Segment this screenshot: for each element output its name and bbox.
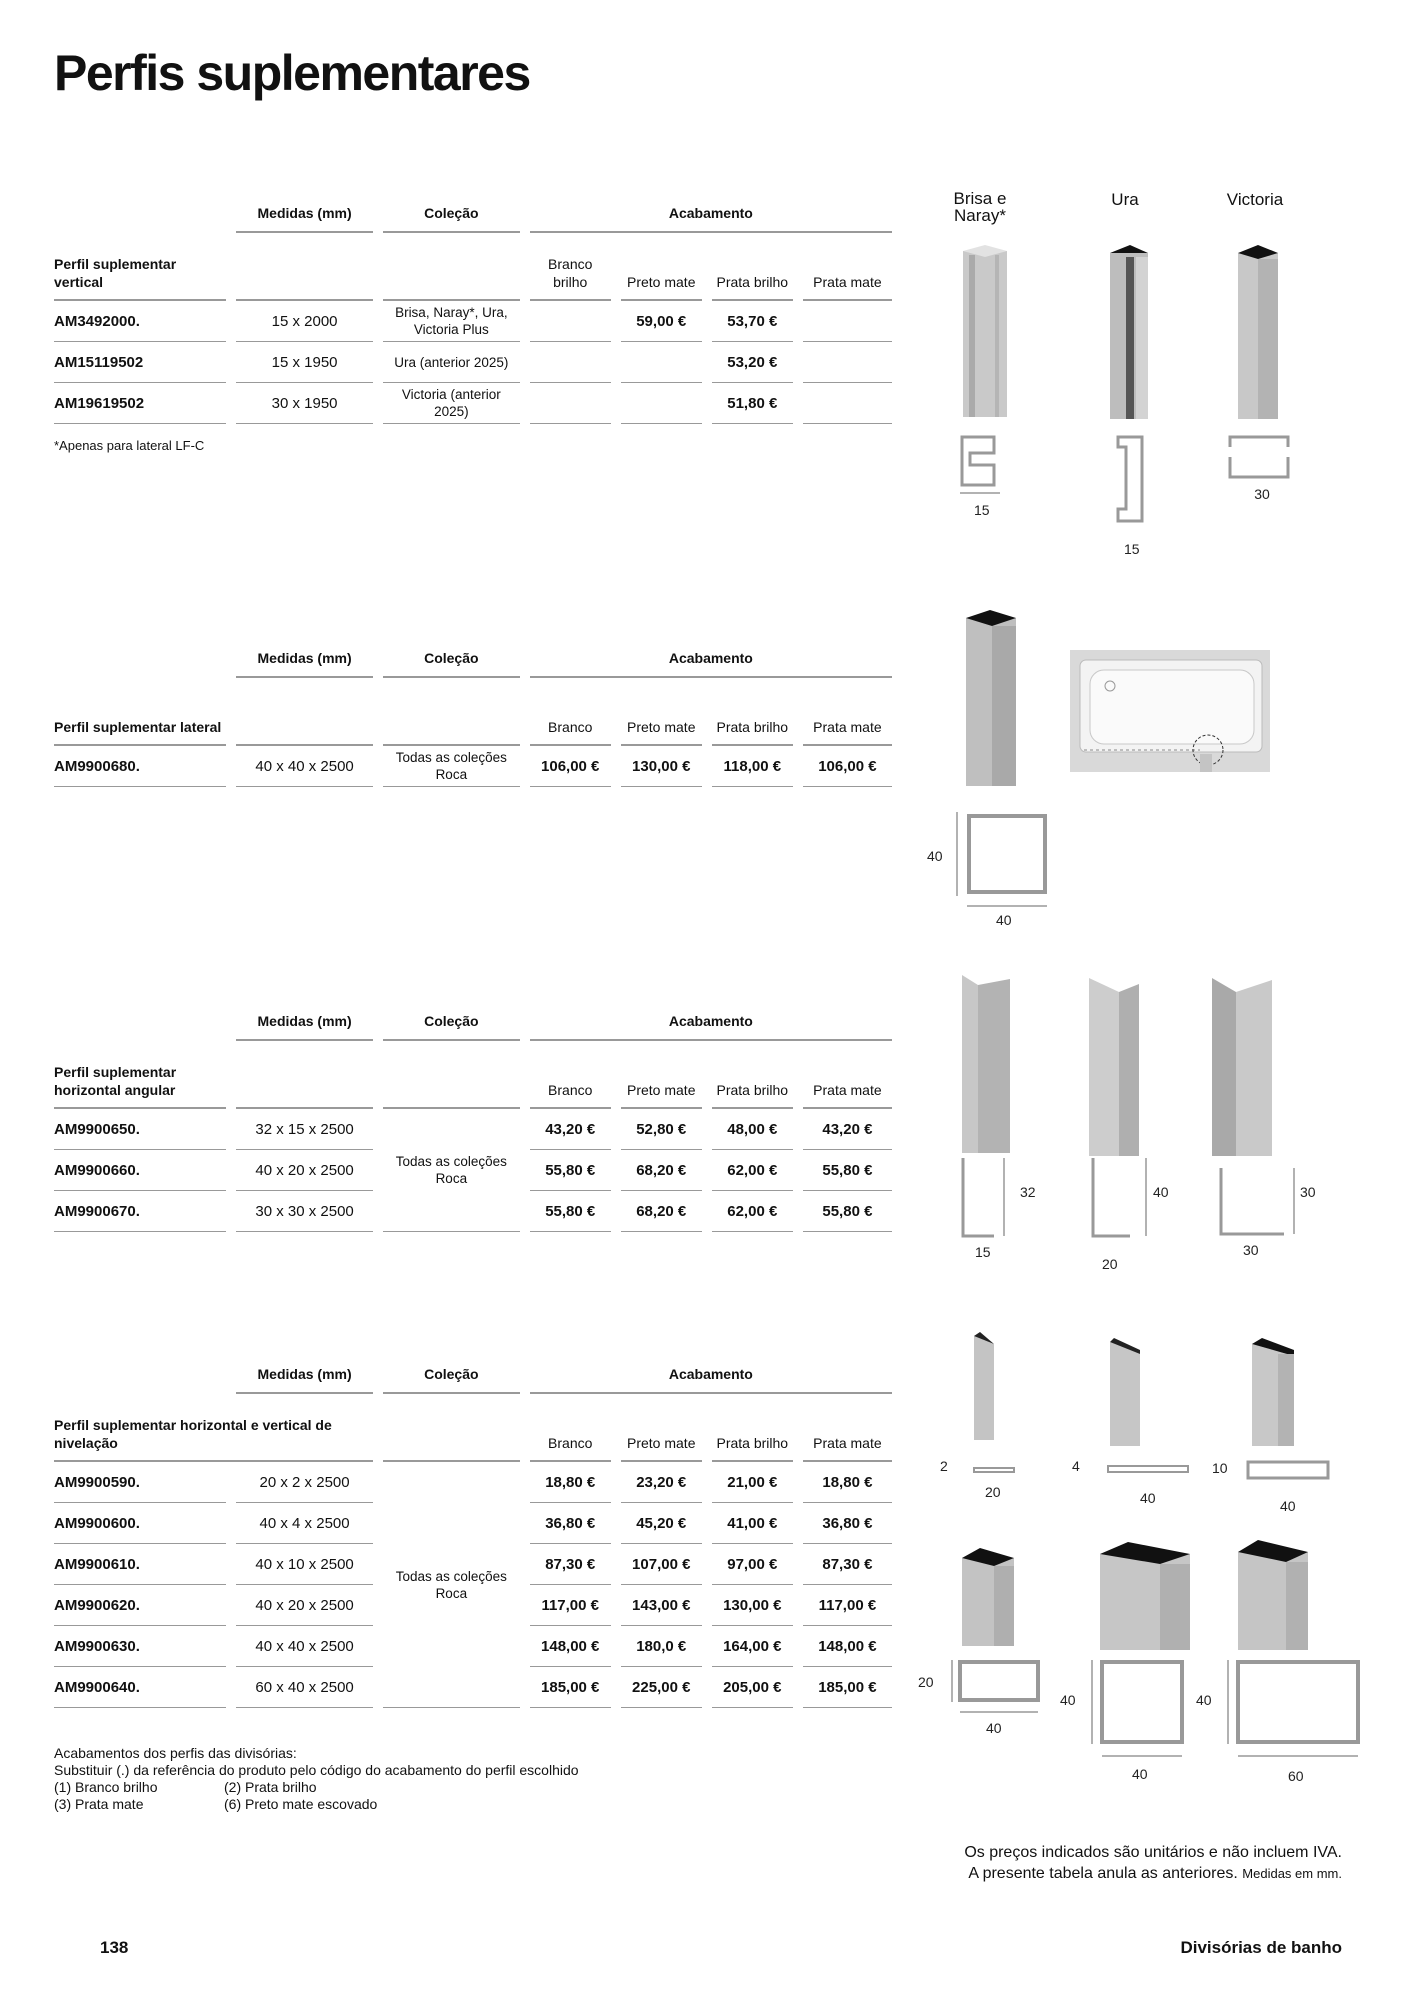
bathtub-diagram <box>1070 650 1270 780</box>
header-acabamento: Acabamento <box>530 1003 892 1041</box>
header-medidas: Medidas (mm) <box>236 1356 373 1394</box>
finish-label: Branco brilho <box>530 233 611 301</box>
leveling-profile-image-5 <box>1098 1542 1198 1652</box>
angular-section-drawing-2 <box>1090 1158 1170 1248</box>
finish-label: Branco <box>530 678 611 746</box>
dim-angular-2-h: 40 <box>1153 1184 1169 1200</box>
dim-level-6-w: 60 <box>1288 1768 1304 1784</box>
price-note: Os preços indicados são unitários e não incluem IVA. A presente tabela anula as anteriores. Medidas em mm. <box>964 1844 1342 1882</box>
label-ura: Ura <box>1111 190 1139 209</box>
leveling-section-drawing-2 <box>1106 1464 1196 1478</box>
dim-level-1-h: 2 <box>940 1458 948 1474</box>
dim-level-1-w: 20 <box>985 1484 1001 1500</box>
collection-cell: Todas as coleções Roca <box>383 1462 520 1708</box>
table-row: AM9900590. 20 x 2 x 2500 Todas as coleções Roca 18,80 € 23,20 € 21,00 € 18,80 € <box>54 1462 892 1503</box>
header-colecao: Coleção <box>383 1356 520 1394</box>
angular-section-drawing-3 <box>1218 1168 1318 1258</box>
finish-label: Branco <box>530 1041 611 1109</box>
dim-angular-3-h: 30 <box>1300 1184 1316 1200</box>
vertical-profile-table <box>54 195 892 424</box>
finish-label: Prata brilho <box>712 1041 793 1109</box>
finish-label: Prata brilho <box>712 678 793 746</box>
angular-profile-image-1 <box>960 975 1020 1155</box>
finish-label: Branco <box>530 1394 611 1462</box>
lateral-profile-table <box>54 640 892 787</box>
angular-profile-image-2 <box>1085 978 1145 1158</box>
dim-level-2-w: 40 <box>1140 1490 1156 1506</box>
dim-level-3-w: 40 <box>1280 1498 1296 1514</box>
table-row: AM9900610. 40 x 10 x 2500 87,30 € 107,00 € 97,00 € 87,30 € <box>54 1544 892 1585</box>
dim-level-5-h: 40 <box>1060 1692 1076 1708</box>
leveling-section-drawing-3 <box>1246 1460 1336 1484</box>
dim-ura: 15 <box>1124 541 1140 557</box>
ura-profile-image <box>1100 245 1160 415</box>
leveling-section-drawing-5 <box>1090 1660 1200 1770</box>
finish-label: Prata mate <box>803 678 892 746</box>
ura-section-drawing <box>1112 435 1152 525</box>
header-acabamento: Acabamento <box>530 640 892 678</box>
table-row: AM15119502 15 x 1950 Ura (anterior 2025) 53,20 € <box>54 342 892 383</box>
table-row: AM19619502 30 x 1950 Victoria (anterior 2025) 51,80 € <box>54 383 892 424</box>
table-row: AM9900640. 60 x 40 x 2500 185,00 € 225,00 € 205,00 € 185,00 € <box>54 1667 892 1708</box>
finish-label: Prata mate <box>803 1394 892 1462</box>
dim-brisa: 15 <box>974 502 990 518</box>
dim-angular-2-w: 20 <box>1102 1256 1118 1272</box>
dim-angular-1-w: 15 <box>975 1244 991 1260</box>
dim-level-4-h: 20 <box>918 1674 934 1690</box>
label-victoria: Victoria <box>1226 190 1284 209</box>
leveling-section-drawing-4 <box>950 1660 1040 1720</box>
leveling-profile-image-1 <box>972 1332 1002 1442</box>
table-row: AM9900660. 40 x 20 x 2500 55,80 € 68,20 € 62,00 € 55,80 € <box>54 1150 892 1191</box>
victoria-profile-image <box>1228 245 1288 415</box>
header-colecao: Coleção <box>383 195 520 233</box>
finish-label: Preto mate <box>621 1394 702 1462</box>
dim-lateral-w: 40 <box>996 912 1012 928</box>
brisa-section-drawing <box>960 435 1010 495</box>
profile-name: Perfil suplementar horizontal angular <box>54 1041 226 1109</box>
collection-cell: Todas as coleções Roca <box>383 1109 520 1232</box>
finish-label: Preto mate <box>621 1041 702 1109</box>
angular-profile-image-3 <box>1210 978 1280 1158</box>
finish-label: Prata mate <box>803 1041 892 1109</box>
leveling-profile-image-6 <box>1236 1540 1316 1650</box>
table-row: AM9900600. 40 x 4 x 2500 36,80 € 45,20 € 41,00 € 36,80 € <box>54 1503 892 1544</box>
header-acabamento: Acabamento <box>530 1356 892 1394</box>
page-number: 138 <box>100 1938 129 1957</box>
label-brisa: Brisa e Naray* <box>953 189 1007 225</box>
table-row: AM9900680. 40 x 40 x 2500 Todas as coleções Roca 106,00 € 130,00 € 118,00 € 106,00 € <box>54 746 892 787</box>
table-row: AM9900670. 30 x 30 x 2500 55,80 € 68,20 € 62,00 € 55,80 € <box>54 1191 892 1232</box>
header-colecao: Coleção <box>383 640 520 678</box>
finish-label: Prata brilho <box>712 233 793 301</box>
victoria-section-drawing <box>1226 435 1296 485</box>
dim-level-2-h: 4 <box>1072 1458 1080 1474</box>
page-title: Perfis suplementares <box>54 45 530 101</box>
dim-angular-3-w: 30 <box>1243 1242 1259 1258</box>
angular-section-drawing-1 <box>960 1158 1040 1248</box>
dim-victoria: 30 <box>1254 486 1270 502</box>
finish-codes-note: Acabamentos dos perfis das divisórias: Substituir (.) da referência do produto pelo código do acabamento do perfil escolhido (1) Branco brilho (2) Prata brilho (3) Prata mate (6) Preto mate escovado <box>54 1745 579 1812</box>
lateral-profile-image <box>962 610 1022 790</box>
finish-label: Preto mate <box>621 233 702 301</box>
profile-name: Perfil suplementar lateral <box>54 678 226 746</box>
finish-label: Prata mate <box>803 233 892 301</box>
angular-profile-table <box>54 1003 892 1232</box>
header-acabamento: Acabamento <box>530 195 892 233</box>
table-row: AM9900630. 40 x 40 x 2500 148,00 € 180,0 € 164,00 € 148,00 € <box>54 1626 892 1667</box>
finish-label: Preto mate <box>621 678 702 746</box>
header-medidas: Medidas (mm) <box>236 640 373 678</box>
header-colecao: Coleção <box>383 1003 520 1041</box>
leveling-section-drawing-1 <box>972 1466 1022 1478</box>
footnote: *Apenas para lateral LF-C <box>54 438 205 453</box>
leveling-profile-image-2 <box>1108 1338 1148 1448</box>
header-medidas: Medidas (mm) <box>236 1003 373 1041</box>
lateral-section-drawing <box>955 810 1055 910</box>
dim-level-3-h: 10 <box>1212 1460 1228 1476</box>
header-medidas: Medidas (mm) <box>236 195 373 233</box>
leveling-profile-image-3 <box>1250 1338 1300 1448</box>
chapter-name: Divisórias de banho <box>1180 1938 1342 1957</box>
dim-level-5-w: 40 <box>1132 1766 1148 1782</box>
profile-name: Perfil suplementar horizontal e vertical de nivelação <box>54 1394 373 1462</box>
leveling-section-drawing-6 <box>1226 1660 1366 1770</box>
leveling-profile-image-4 <box>960 1548 1020 1648</box>
table-row: AM9900620. 40 x 20 x 2500 117,00 € 143,00 € 130,00 € 117,00 € <box>54 1585 892 1626</box>
profile-name: Perfil suplementar vertical <box>54 233 226 301</box>
leveling-profile-table <box>54 1356 892 1708</box>
table-row: AM3492000. 15 x 2000 Brisa, Naray*, Ura, Victoria Plus 59,00 € 53,70 € <box>54 301 892 342</box>
dim-level-6-h: 40 <box>1196 1692 1212 1708</box>
brisa-profile-image <box>955 245 1015 415</box>
finish-label: Prata brilho <box>712 1394 793 1462</box>
dim-lateral-h: 40 <box>927 848 943 864</box>
dim-level-4-w: 40 <box>986 1720 1002 1736</box>
dim-angular-1-h: 32 <box>1020 1184 1036 1200</box>
table-row: AM9900650. 32 x 15 x 2500 Todas as coleções Roca 43,20 € 52,80 € 48,00 € 43,20 € <box>54 1109 892 1150</box>
